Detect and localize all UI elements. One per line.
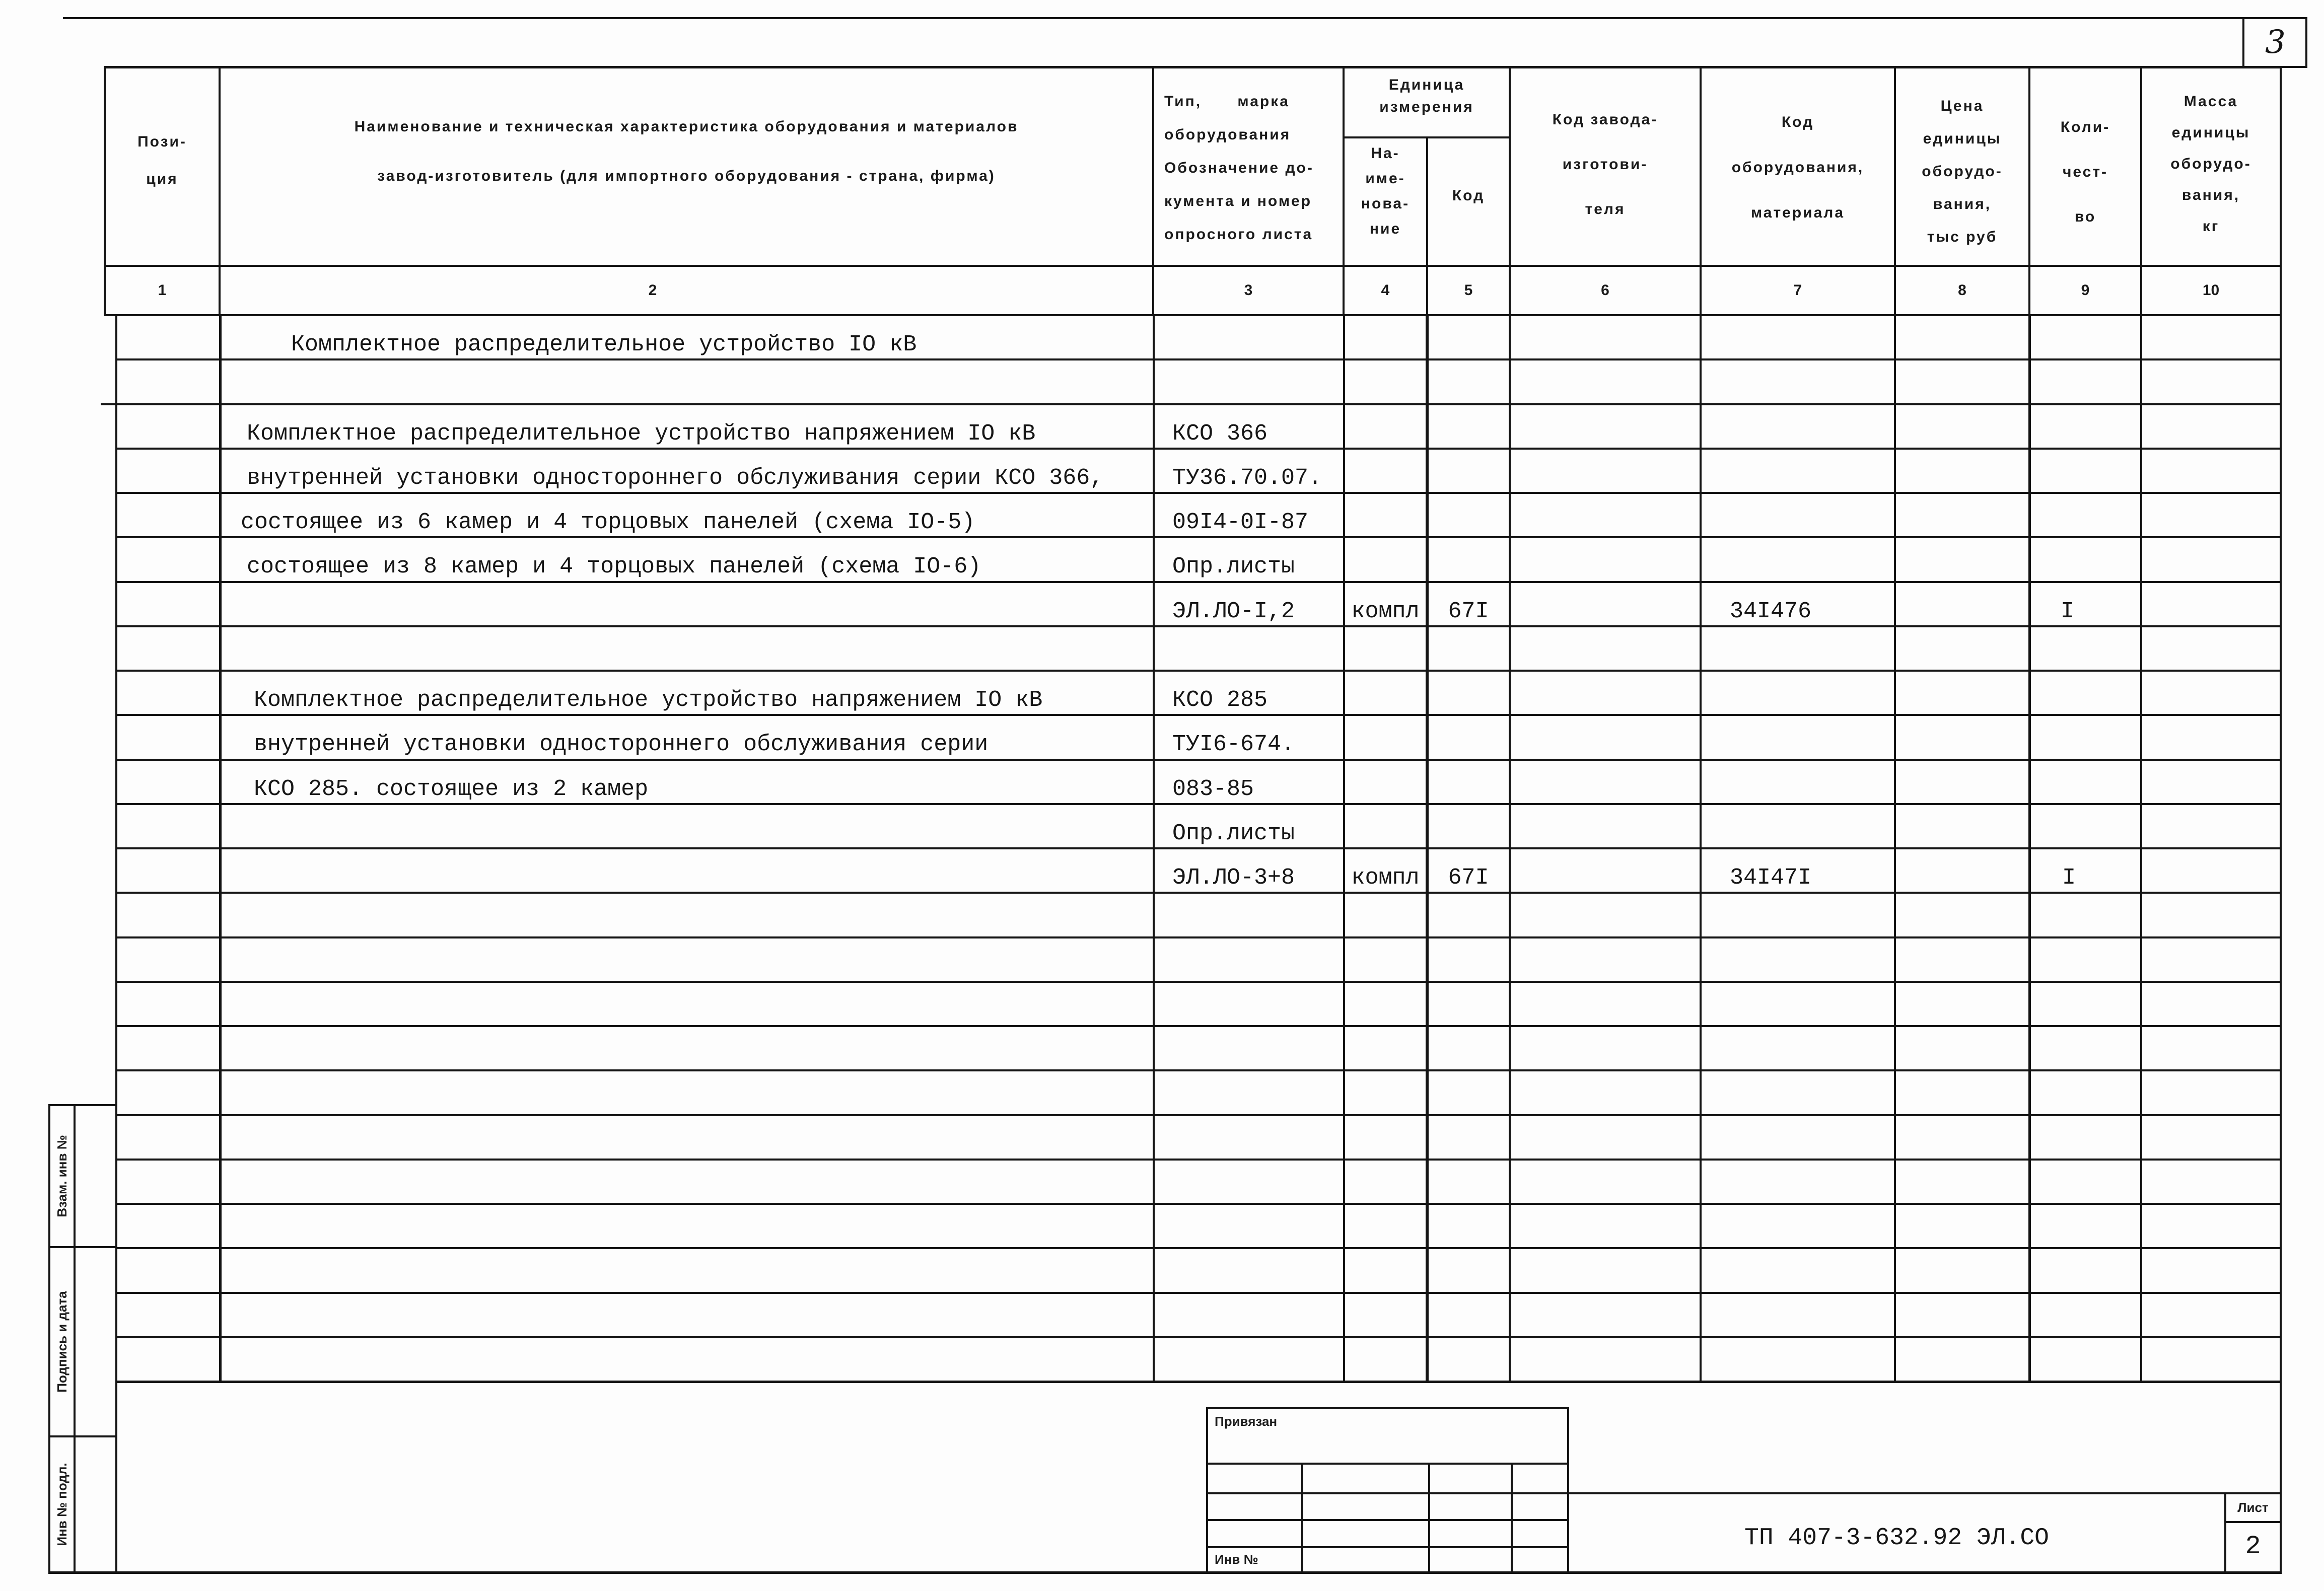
header-unit — [1344, 74, 1510, 118]
header-line: ция — [146, 171, 178, 187]
header-line: Наименование и техническая характеристика оборудования и материалов — [354, 118, 1019, 135]
row-rule — [116, 936, 2281, 938]
item-equipment-code: 34I476 — [1730, 599, 1812, 624]
stamp-rule — [1207, 1492, 1569, 1494]
header-equipment-code — [1701, 100, 1895, 236]
row-rule — [116, 1336, 2281, 1338]
signature-date-label: Подпись и дата — [54, 1291, 69, 1393]
body-col-rule — [1153, 315, 1155, 1382]
page-number: 3 — [2265, 24, 2286, 61]
column-number: 10 — [2202, 282, 2220, 299]
stamp-rule — [1207, 1407, 1569, 1409]
body-col-rule — [1426, 315, 1429, 1382]
item-type-line: ТУI6-674. — [1172, 732, 1295, 757]
item-type-line: 083-85 — [1172, 776, 1254, 802]
header-line: Код — [1781, 114, 1814, 130]
replaced-inventory-label: Взам. инв № — [54, 1135, 69, 1217]
header-line: чест- — [2062, 164, 2108, 180]
sheet-label: Лист — [2237, 1500, 2269, 1515]
stamp-rule — [1428, 1464, 1430, 1573]
section-title: Комплектное распределительное устройство IO кВ — [291, 332, 917, 357]
sheet-bottom-rule — [48, 1571, 2282, 1574]
item-unit-code: 67I — [1448, 865, 1489, 891]
inventory-label: Инв № — [1215, 1552, 1258, 1567]
stamp-rule — [1206, 1407, 1208, 1573]
header-line: вания, — [2181, 187, 2240, 203]
original-inventory-label: Инв № подл. — [54, 1463, 69, 1546]
row-rule — [116, 1069, 2281, 1071]
header-quantity — [2029, 105, 2141, 239]
header-line: Код завода- — [1552, 111, 1658, 128]
header-line: вания, — [1933, 196, 1992, 212]
item-name-line: Комплектное распределительное устройство напряжением IO кВ — [247, 421, 1036, 447]
header-line: теля — [1585, 201, 1626, 218]
header-type — [1153, 85, 1344, 251]
item-name-line: КСО 285. состоящее из 2 камер — [254, 776, 649, 802]
header-line: единицы — [2171, 124, 2250, 141]
header-unit-code — [1427, 183, 1510, 208]
header-line: Масса — [2184, 93, 2238, 110]
stamp-rule — [1207, 1463, 1569, 1465]
row-rule — [116, 1025, 2281, 1027]
header-line: Коли- — [2060, 119, 2110, 135]
sheet-number: 2 — [2245, 1532, 2261, 1561]
item-name-line: состоящее из 8 камер и 4 торцовых панелей (схема IO-6) — [247, 554, 981, 580]
item-type-line: ЭЛ.ЛО-I,2 — [1172, 599, 1295, 624]
header-line: Тип, марка — [1164, 93, 1290, 110]
column-number: 5 — [1464, 282, 1473, 299]
header-line: Код — [1452, 187, 1485, 204]
row-rule — [116, 670, 2281, 672]
item-name-line: Комплектное распределительное устройство напряжением IO кВ — [254, 687, 1043, 713]
item-type-line: КСО 285 — [1172, 687, 1268, 713]
header-unit-name — [1344, 141, 1427, 242]
body-col-rule — [2140, 315, 2142, 1382]
body-col-rule — [2028, 315, 2031, 1382]
item-unit: компл — [1351, 599, 1420, 624]
header-price — [1895, 90, 2029, 253]
table-right-border — [2280, 315, 2282, 1573]
header-line: оборудования, — [1731, 159, 1864, 176]
header-line: материала — [1750, 204, 1845, 221]
body-col-rule — [1343, 315, 1345, 1382]
header-line: единицы — [1923, 130, 2002, 147]
column-number: 3 — [1244, 282, 1253, 299]
column-number: 6 — [1601, 282, 1609, 299]
header-line: ние — [1369, 221, 1401, 237]
body-col-rule — [219, 315, 222, 1382]
item-name-line: внутренней установки одностороннего обслуживания серии — [254, 732, 989, 757]
document-code: ТП 407-3-632.92 ЭЛ.СО — [1744, 1525, 2049, 1552]
header-line: оборудо- — [2170, 156, 2251, 172]
header-line: измерения — [1379, 99, 1474, 115]
header-line: Цена — [1940, 98, 1984, 114]
stamp-rule — [1301, 1464, 1303, 1573]
stamp-rule — [1511, 1464, 1513, 1573]
title-block-rule — [1568, 1492, 2281, 1494]
item-type-line: ТУ36.70.07. — [1172, 465, 1322, 491]
body-col-rule — [1700, 315, 1702, 1382]
row-rule — [116, 1292, 2281, 1294]
column-number: 1 — [158, 282, 167, 299]
header-line: Пози- — [137, 133, 187, 150]
column-number: 9 — [2081, 282, 2090, 299]
body-col-rule — [1509, 315, 1511, 1382]
item-quantity: I — [2062, 865, 2076, 891]
header-line: кг — [2202, 218, 2220, 235]
header-name — [220, 102, 1153, 201]
header-line: оборудования — [1164, 126, 1291, 143]
header-mass — [2141, 86, 2281, 242]
item-name-line: состоящее из 6 камер и 4 торцовых панелей (схема IO-5) — [241, 510, 975, 535]
header-line: завод-изготовитель (для импортного оборудования - страна, фирма) — [377, 168, 996, 184]
item-name-line: внутренней установки одностороннего обслуживания серии КСО 366, — [247, 465, 1104, 491]
row-rule — [116, 1114, 2281, 1116]
row-rule — [116, 1247, 2281, 1249]
column-number: 4 — [1381, 282, 1390, 299]
header-line: нова- — [1361, 195, 1410, 212]
header-factory-code — [1510, 97, 1701, 232]
row-rule — [116, 981, 2281, 983]
item-type-line: 09I4-0I-87 — [1172, 510, 1309, 535]
stamp-rule — [1207, 1519, 1569, 1521]
item-type-line: КСО 366 — [1172, 421, 1268, 447]
item-quantity: I — [2061, 599, 2075, 624]
header-line: во — [2074, 208, 2096, 225]
header-line: На- — [1371, 145, 1400, 162]
column-number: 8 — [1958, 282, 1966, 299]
header-line: тыс руб — [1927, 229, 1998, 245]
body-left-border — [115, 315, 117, 1573]
item-unit: компл — [1351, 865, 1420, 891]
item-equipment-code: 34I47I — [1730, 865, 1812, 891]
header-line: Обозначение до- — [1164, 160, 1314, 176]
frame-top-rule — [63, 17, 2307, 19]
stamp-rule — [1207, 1546, 1569, 1548]
item-type-line: ЭЛ.ЛО-3+8 — [1172, 865, 1295, 891]
header-line: Единица — [1388, 77, 1465, 93]
row-rule — [116, 1159, 2281, 1161]
row-rule — [116, 1203, 2281, 1205]
table-bottom-rule — [116, 1381, 2281, 1383]
body-col-rule — [1894, 315, 1896, 1382]
row-rule — [101, 403, 2281, 405]
header-line: опросного листа — [1164, 226, 1313, 243]
item-unit-code: 67I — [1448, 599, 1489, 624]
header-position — [105, 123, 220, 198]
header-line: кумента и номер — [1164, 193, 1312, 209]
bound-label: Привязан — [1215, 1414, 1278, 1429]
header-line: изготови- — [1562, 156, 1648, 173]
item-type-line: Опр.листы — [1172, 821, 1295, 846]
item-type-line: Опр.листы — [1172, 554, 1295, 580]
header-line: оборудо- — [1922, 163, 2003, 180]
column-number: 7 — [1793, 282, 1802, 299]
table-top-rule — [105, 66, 2282, 68]
column-number: 2 — [648, 282, 657, 299]
header-line: име- — [1365, 170, 1405, 187]
